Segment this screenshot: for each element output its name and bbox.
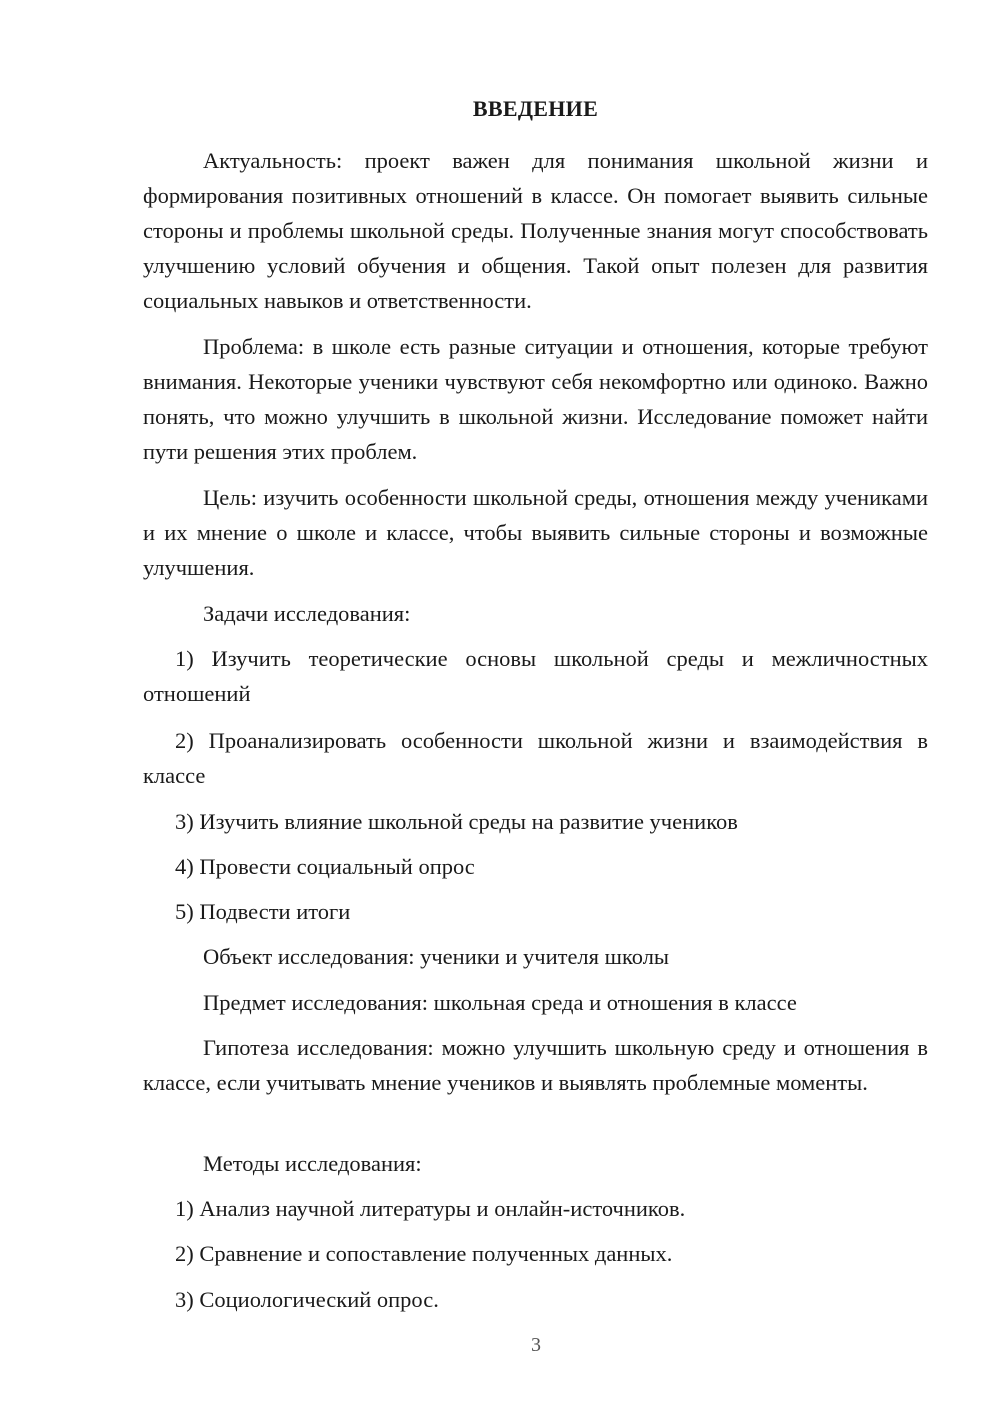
problem-paragraph: Проблема: в школе есть разные ситуации и отношения, которые требуют внимания. Некоторые ученики чувствуют себя некомфортно или одиноко. Важно понять, что можно улучшить в школьной жизни. Исследование поможет найти пути решения этих проблем. — [143, 334, 928, 464]
hypothesis-paragraph: Гипотеза исследования: можно улучшить школьную среду и отношения в классе, если учитывать мнение учеников и выявлять проблемные моменты. — [143, 1035, 928, 1095]
goal-paragraph: Цель: изучить особенности школьной среды, отношения между учениками и их мнение о школе и классе, чтобы выявить сильные стороны и возможные улучшения. — [143, 485, 928, 580]
page-number: 3 — [531, 1334, 541, 1356]
object-paragraph: Объект исследования: ученики и учителя школы — [203, 944, 670, 969]
task-item-1: 1) Изучить теоретические основы школьной среды и межличностных отношений — [143, 646, 928, 706]
tasks-heading: Задачи исследования: — [203, 601, 411, 626]
relevance-paragraph: Актуальность: проект важен для понимания школьной жизни и формирования позитивных отношений в классе. Он помогает выявить сильные стороны и проблемы школьной среды. Полученные знания могут способствовать улучшению условий обучения и общения. Такой опыт полезен для развития социальных навыков и ответственности. — [143, 148, 928, 313]
task-item-5: 5) Подвести итоги — [175, 899, 351, 924]
task-item-3: 3) Изучить влияние школьной среды на развитие учеников — [175, 809, 738, 834]
method-item-2: 2) Сравнение и сопоставление полученных данных. — [175, 1241, 673, 1266]
method-item-3: 3) Социологический опрос. — [175, 1287, 439, 1312]
task-item-2: 2) Проанализировать особенности школьной жизни и взаимодействия в классе — [143, 728, 928, 788]
section-title: ВВЕДЕНИЕ — [472, 96, 599, 121]
methods-heading: Методы исследования: — [203, 1151, 422, 1176]
subject-paragraph: Предмет исследования: школьная среда и отношения в классе — [203, 990, 797, 1015]
method-item-1: 1) Анализ научной литературы и онлайн-источников. — [175, 1196, 686, 1221]
task-item-4: 4) Провести социальный опрос — [175, 854, 475, 879]
